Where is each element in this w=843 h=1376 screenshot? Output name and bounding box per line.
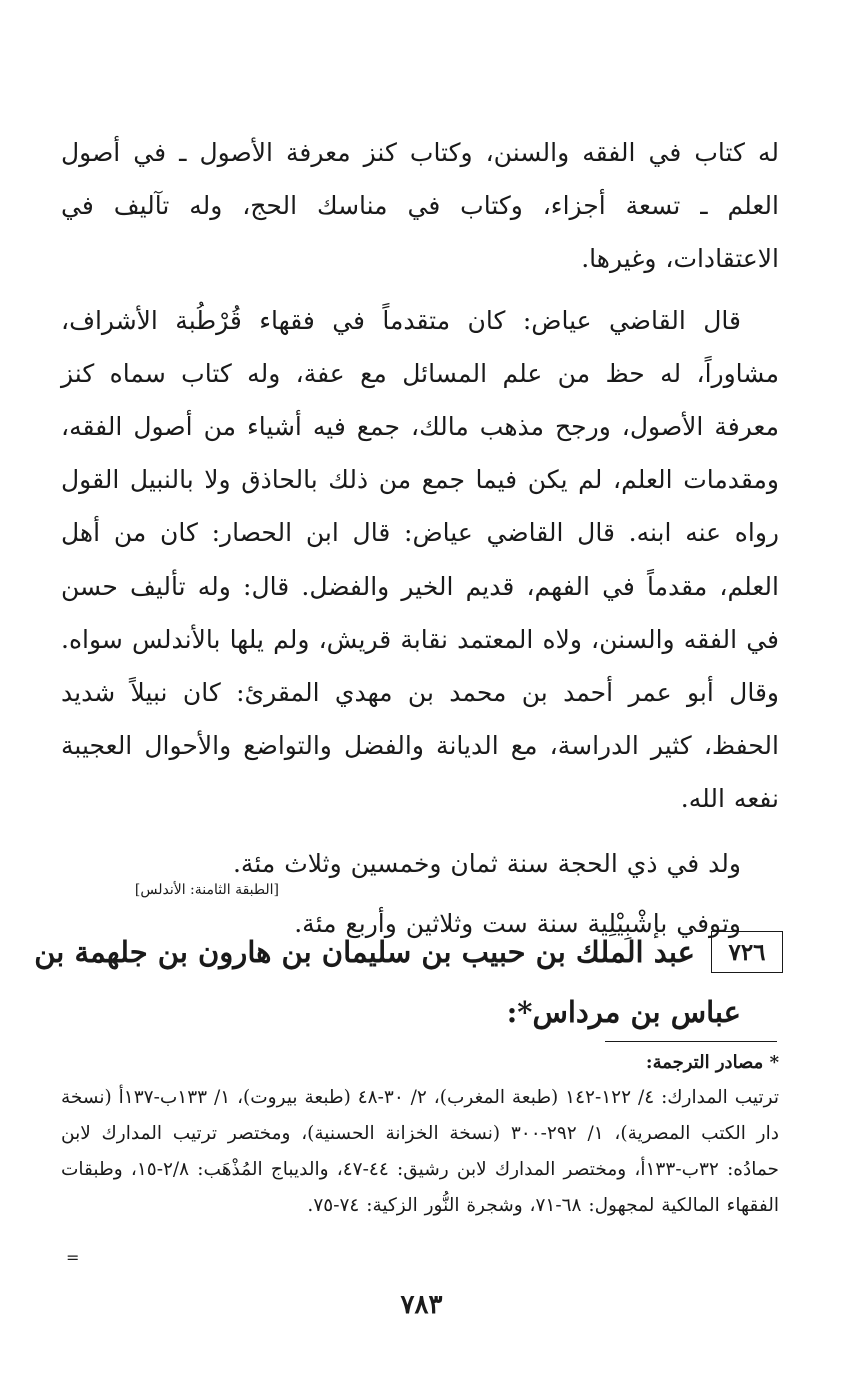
main-text (61, 126, 779, 954)
footnote-divider (605, 1041, 777, 1042)
margin-mark: = (66, 1248, 80, 1267)
entry-number: ٧٢٦ (711, 931, 783, 973)
footnote-title: * مصادر الترجمة: (645, 1052, 779, 1073)
entry-title-row (34, 922, 783, 982)
chapter-label: [الطبقة الثامنة: الأندلس] (134, 882, 279, 898)
entry-header (34, 922, 783, 1042)
footnotes (61, 1046, 779, 1224)
entry-title-line-1: عبد الملك بن حبيب بن سليمان بن هارون بن جلهمة بن (34, 935, 695, 969)
page-number: ٧٨٣ (400, 1290, 443, 1320)
paragraph-1: له كتاب في الفقه والسنن، وكتاب كنز معرفة الأصول ـ في أصول العلم ـ تسعة أجزاء، وكتاب في مناسك الحج، وله تآليف في الاعتقادات، وغيرها. (61, 138, 779, 274)
footnote-sources: ترتيب المدارك: ٤/ ١٢٢-١٤٢ (طبعة المغرب)، ٢/ ٣٠-٤٨ (طبعة بيروت)، ١/ ١٣٣ب-١٣٧أ (نسخة دار الكتب المصرية)، ١/ ٢٩٢-٣٠٠ (نسخة الخزانة الحسنية)، ومختصر ترتيب المدارك لابن حمادُه: ٣٢ب-١٣٣أ، ومختصر المدارك لابن رشيق: ٤٤-٤٧، والديباج المُذْهَب: ٢/٨-١٥، وطبقات الفقهاء المالكية لمجهول: ٦٨-٧١، وشجرة النُّور الزكية: ٧٤-٧٥. (61, 1087, 779, 1216)
entry-title-line-2: عباس بن مرداس*: (506, 995, 741, 1029)
birth-line: ولد في ذي الحجة سنة ثمان وخمسين وثلاث مئة. (232, 848, 741, 878)
paragraph-2: قال القاضي عياض: كان متقدماً في فقهاء قُرْطُبة الأشراف، مشاوراً، له حظ من علم المسائل مع عفة، وله كتاب سماه كنز معرفة الأصول، ورجح مذهب مالك، جمع فيه أشياء من أصول الفقه، ومقدمات العلم، لم يكن فيما جمع من ذلك بالحاذق ولا بالنبيل القول رواه عنه ابنه. قال القاضي عياض: قال ابن الحصار: كان من أهل العلم، مقدماً في الفهم، قديم الخير والفضل. قال: وله تأليف حسن في الفقه والسنن، ولاه المعتمد نقابة قريش، ولم يلها بالأندلس سواه. وقال أبو عمر أحمد بن محمد بن مهدي المقرئ: كان نبيلاً شديد الحفظ، كثير الدراسة، مع الديانة والفضل والتواضع والأحوال العجيبة نفعه الله. (61, 305, 779, 814)
death-line: وتوفي بإشْبِيْلِية سنة ست وثلاثين وأربع مئة. (294, 908, 741, 938)
